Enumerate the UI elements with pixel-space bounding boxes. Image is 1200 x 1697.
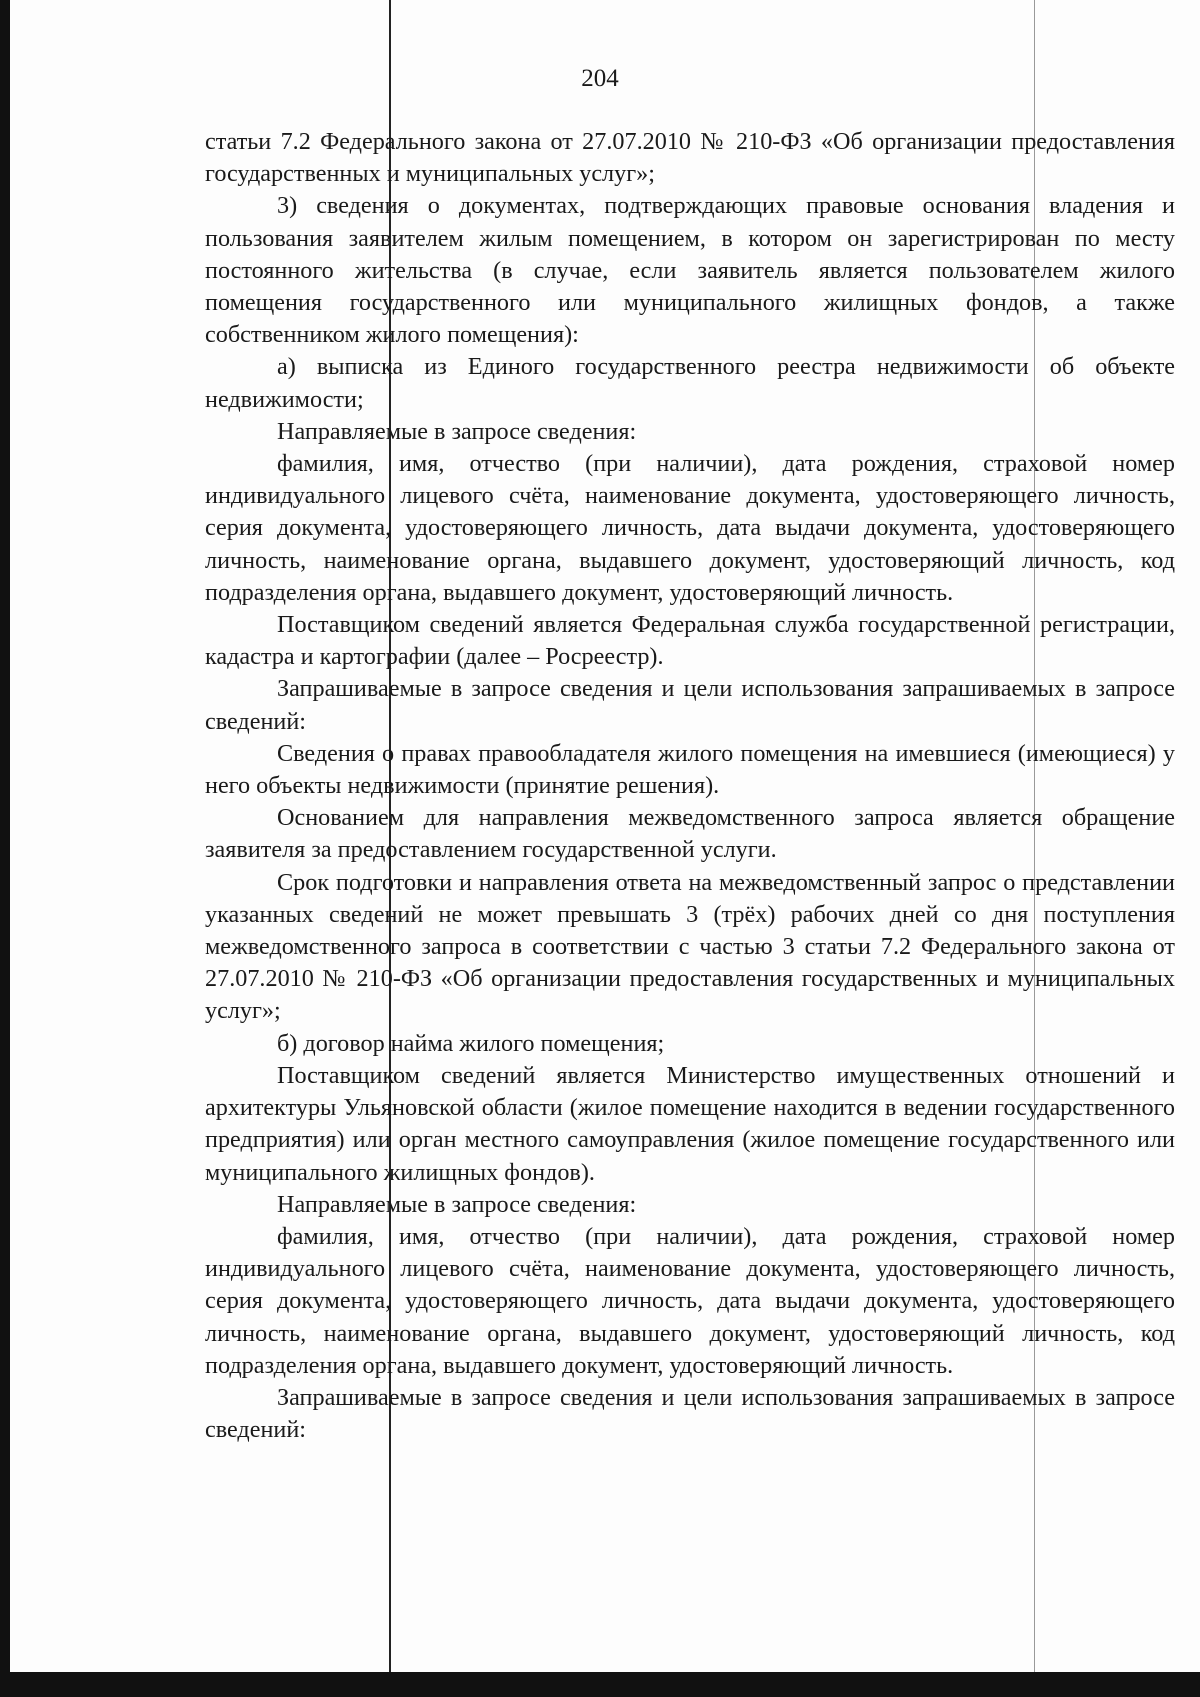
paragraph: а) выписка из Единого государственного реестра недвижимости об объекте недвижимости; (205, 353, 1175, 413)
paragraph: статьи 7.2 Федерального закона от 27.07.2010 № 210-ФЗ «Об организации предоставления государственных и муниципальных услуг»; (205, 128, 1175, 188)
paragraph: Поставщиком сведений является Федеральная служба государственной регистрации, кадастра и картографии (далее – Росреестр). (205, 611, 1175, 671)
scan-border-bottom (0, 1672, 1200, 1697)
page-number: 204 (581, 65, 619, 92)
paragraph: Основанием для направления межведомственного запроса является обращение заявителя за предоставлением государственной услуги. (205, 804, 1175, 864)
scan-border-left (0, 0, 10, 1697)
paragraph: б) договор найма жилого помещения; (277, 1029, 665, 1057)
paragraph: Поставщиком сведений является Министерство имущественных отношений и архитектуры Ульяновской области (жилое помещение находится в ведении государственного предприятия) или орган местного самоуправления (жилое помещение государственного или муниципального жилищных фондов). (205, 1061, 1175, 1186)
paragraph: Запрашиваемые в запросе сведения и цели использования запрашиваемых в запросе сведений: (205, 1383, 1175, 1444)
paragraph: Запрашиваемые в запросе сведения и цели использования запрашиваемых в запросе сведений: (205, 675, 1175, 735)
paragraph: Срок подготовки и направления ответа на межведомственный запрос о представлении указанных сведений не может превышать 3 (трёх) рабочих дней со дня поступления межведомственного запроса в соответствии с частью 3 статьи 7.2 Федерального закона от 27.07.2010 № 210-ФЗ «Об организации предоставления государственных и муниципальных услуг»; (205, 868, 1175, 1025)
paragraph: 3) сведения о документах, подтверждающих правовые основания владения и пользования заявителем жилым помещением, в котором он зарегистрирован по месту постоянного жительства (в случае, если заявитель является пользователем жилого помещения государственного или муниципального жилищных фондов, а также собственником жилого помещения): (205, 192, 1175, 349)
paragraph: фамилия, имя, отчество (при наличии), дата рождения, страховой номер индивидуального лицевого счёта, наименование документа, удостоверяющего личность, серия документа, удостоверяющего личность, дата выдачи документа, удостоверяющего личность, наименование органа, выдавшего документ, удостоверяющий личность, код подразделения органа, выдавшего документ, удостоверяющий личность. (205, 1222, 1175, 1379)
paragraph: фамилия, имя, отчество (при наличии), дата рождения, страховой номер индивидуального лицевого счёта, наименование документа, удостоверяющего личность, серия документа, удостоверяющего личность, дата выдачи документа, удостоверяющего личность, наименование органа, выдавшего документ, удостоверяющий личность, код подразделения органа, выдавшего документ, удостоверяющий личность. (205, 450, 1175, 606)
document-body (205, 126, 1175, 1446)
paragraph: Направляемые в запросе сведения: (277, 1190, 637, 1218)
paragraph: Направляемые в запросе сведения: (277, 417, 637, 445)
paragraph: Сведения о правах правообладателя жилого помещения на имевшиеся (имеющиеся) у него объекты недвижимости (принятие решения). (205, 739, 1175, 800)
